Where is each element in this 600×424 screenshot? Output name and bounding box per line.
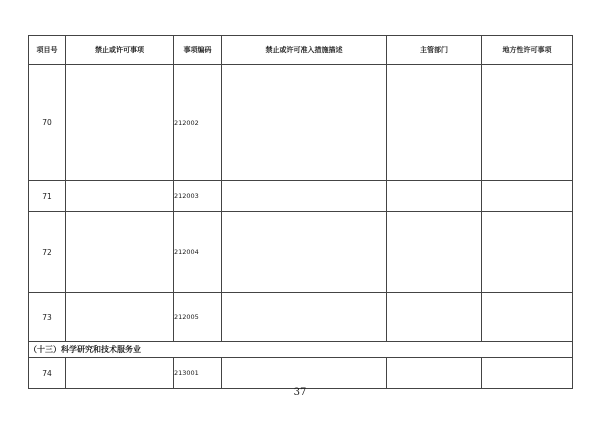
header-item: 禁止或许可事项 — [66, 36, 174, 65]
item-number: 70 — [29, 65, 66, 181]
section-heading: （十三）科学研究和技术服务业 — [29, 342, 573, 358]
item-name — [66, 293, 174, 342]
item-local-permit — [482, 293, 573, 342]
item-code: 212002 — [174, 65, 222, 181]
table-row — [29, 358, 573, 389]
item-code: 213001 — [174, 358, 222, 389]
header-measures: 禁止或许可准入措施描述 — [222, 36, 387, 65]
item-code: 212004 — [174, 212, 222, 293]
table-row — [29, 65, 573, 181]
header-item-number: 项目号 — [29, 36, 66, 65]
item-department — [387, 65, 482, 181]
header-local-permit: 地方性许可事项 — [482, 36, 573, 65]
item-number: 71 — [29, 181, 66, 212]
table-row — [29, 181, 573, 212]
item-name — [66, 181, 174, 212]
item-measures — [222, 212, 387, 293]
item-measures — [222, 181, 387, 212]
item-code: 212003 — [174, 181, 222, 212]
item-code: 212005 — [174, 293, 222, 342]
negative-list-table — [28, 35, 573, 389]
section-row — [29, 342, 573, 358]
item-department — [387, 293, 482, 342]
item-department — [387, 212, 482, 293]
item-number: 73 — [29, 293, 66, 342]
item-local-permit — [482, 65, 573, 181]
item-measures — [222, 358, 387, 389]
item-local-permit — [482, 358, 573, 389]
item-department — [387, 358, 482, 389]
table-header-row — [29, 36, 573, 65]
header-code: 事项编码 — [174, 36, 222, 65]
item-measures — [222, 65, 387, 181]
item-number: 74 — [29, 358, 66, 389]
page-number: 37 — [293, 387, 307, 398]
item-name — [66, 358, 174, 389]
item-name — [66, 65, 174, 181]
item-number: 72 — [29, 212, 66, 293]
item-local-permit — [482, 181, 573, 212]
item-name — [66, 212, 174, 293]
table-row — [29, 293, 573, 342]
header-department: 主管部门 — [387, 36, 482, 65]
item-local-permit — [482, 212, 573, 293]
item-measures — [222, 293, 387, 342]
table-row — [29, 212, 573, 293]
item-department — [387, 181, 482, 212]
